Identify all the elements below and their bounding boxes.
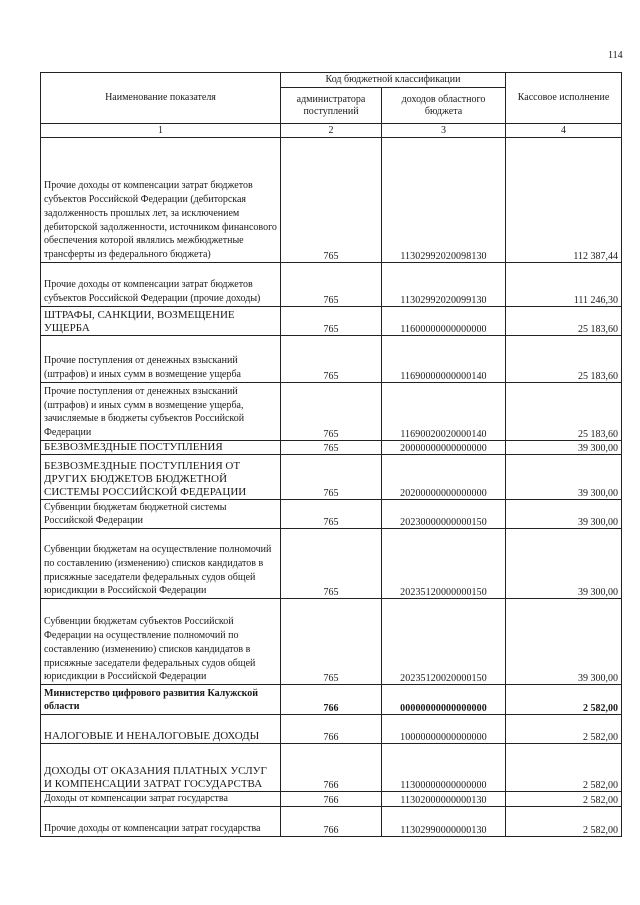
table-row bbox=[41, 599, 622, 685]
table-row-ministry bbox=[41, 685, 622, 715]
row-admin-code: 766 bbox=[281, 715, 382, 744]
row-name: Субвенции бюджетам субъектов Российской Федерации на осуществление полномочий по составлению (изменению) списков кандидатов в присяжные заседатели федеральных судов общей юрисдикции в Российской Федерации bbox=[41, 599, 281, 685]
row-name: Субвенции бюджетам на осуществление полномочий по составлению (изменению) списков кандидатов в присяжные заседатели федеральных судов общей юрисдикции в Российской Федерации bbox=[41, 529, 281, 599]
row-classification-code: 11600000000000000 bbox=[382, 307, 506, 336]
row-amount: 2 582,00 bbox=[506, 744, 622, 792]
row-classification-code: 11690000000000140 bbox=[382, 336, 506, 383]
row-admin-code: 766 bbox=[281, 806, 382, 836]
header-indicator-name: Наименование показателя bbox=[41, 73, 281, 124]
row-admin-code: 765 bbox=[281, 383, 382, 441]
row-name: ШТРАФЫ, САНКЦИИ, ВОЗМЕЩЕНИЕ УЩЕРБА bbox=[41, 307, 281, 336]
budget-revenue-table bbox=[40, 72, 622, 837]
row-name: Доходы от компенсации затрат государства bbox=[41, 792, 281, 807]
row-name: Субвенции бюджетам бюджетной системы Российской Федерации bbox=[41, 500, 281, 529]
table-row bbox=[41, 500, 622, 529]
row-amount: 25 183,60 bbox=[506, 307, 622, 336]
row-amount: 39 300,00 bbox=[506, 599, 622, 685]
row-admin-code: 766 bbox=[281, 792, 382, 807]
row-classification-code: 11302992020098130 bbox=[382, 138, 506, 263]
row-admin-code: 765 bbox=[281, 455, 382, 500]
row-admin-code: 765 bbox=[281, 599, 382, 685]
row-amount: 2 582,00 bbox=[506, 685, 622, 715]
row-classification-code: 00000000000000000 bbox=[382, 685, 506, 715]
row-amount: 39 300,00 bbox=[506, 529, 622, 599]
row-amount: 39 300,00 bbox=[506, 455, 622, 500]
header-cash-execution: Кассовое исполнение bbox=[506, 73, 622, 124]
header-col-number: 4 bbox=[506, 124, 622, 138]
row-admin-code: 765 bbox=[281, 529, 382, 599]
header-col-number: 2 bbox=[281, 124, 382, 138]
table-row bbox=[41, 806, 622, 836]
table-row bbox=[41, 307, 622, 336]
row-admin-code: 765 bbox=[281, 307, 382, 336]
row-admin-code: 765 bbox=[281, 138, 382, 263]
row-name: БЕЗВОЗМЕЗДНЫЕ ПОСТУПЛЕНИЯ ОТ ДРУГИХ БЮДЖЕТОВ БЮДЖЕТНОЙ СИСТЕМЫ РОССИЙСКОЙ ФЕДЕРАЦИИ bbox=[41, 455, 281, 500]
row-classification-code: 20235120020000150 bbox=[382, 599, 506, 685]
row-amount: 2 582,00 bbox=[506, 806, 622, 836]
table-row bbox=[41, 263, 622, 307]
table-row bbox=[41, 336, 622, 383]
table-row bbox=[41, 529, 622, 599]
row-name: БЕЗВОЗМЕЗДНЫЕ ПОСТУПЛЕНИЯ bbox=[41, 441, 281, 455]
row-classification-code: 11302992020099130 bbox=[382, 263, 506, 307]
table-row bbox=[41, 715, 622, 744]
row-admin-code: 765 bbox=[281, 441, 382, 455]
row-classification-code: 10000000000000000 bbox=[382, 715, 506, 744]
table-row bbox=[41, 744, 622, 792]
row-admin-code: 766 bbox=[281, 685, 382, 715]
header-regional-budget-revenue: доходов областного бюджета bbox=[382, 88, 506, 124]
header-col-number: 3 bbox=[382, 124, 506, 138]
row-amount: 39 300,00 bbox=[506, 441, 622, 455]
row-classification-code: 20200000000000000 bbox=[382, 455, 506, 500]
row-amount: 2 582,00 bbox=[506, 715, 622, 744]
row-classification-code: 11690020020000140 bbox=[382, 383, 506, 441]
row-name: НАЛОГОВЫЕ И НЕНАЛОГОВЫЕ ДОХОДЫ bbox=[41, 715, 281, 744]
table-row bbox=[41, 383, 622, 441]
table-row bbox=[41, 441, 622, 455]
row-admin-code: 766 bbox=[281, 744, 382, 792]
row-classification-code: 20000000000000000 bbox=[382, 441, 506, 455]
row-amount: 2 582,00 bbox=[506, 792, 622, 807]
header-classification-code: Код бюджетной классификации bbox=[281, 73, 506, 88]
row-amount: 112 387,44 bbox=[506, 138, 622, 263]
row-amount: 111 246,30 bbox=[506, 263, 622, 307]
row-admin-code: 765 bbox=[281, 500, 382, 529]
page-number: 114 bbox=[608, 50, 623, 61]
row-amount: 25 183,60 bbox=[506, 336, 622, 383]
row-amount: 25 183,60 bbox=[506, 383, 622, 441]
row-classification-code: 11302000000000130 bbox=[382, 792, 506, 807]
row-name: ДОХОДЫ ОТ ОКАЗАНИЯ ПЛАТНЫХ УСЛУГ И КОМПЕНСАЦИИ ЗАТРАТ ГОСУДАРСТВА bbox=[41, 744, 281, 792]
header-col-number: 1 bbox=[41, 124, 281, 138]
row-name: Прочие поступления от денежных взысканий (штрафов) и иных сумм в возмещение ущерба bbox=[41, 336, 281, 383]
row-classification-code: 11302990000000130 bbox=[382, 806, 506, 836]
row-classification-code: 11300000000000000 bbox=[382, 744, 506, 792]
table-row bbox=[41, 138, 622, 263]
row-name: Прочие поступления от денежных взысканий (штрафов) и иных сумм в возмещение ущерба, зачисляемые в бюджеты субъектов Российской Федерации bbox=[41, 383, 281, 441]
row-admin-code: 765 bbox=[281, 263, 382, 307]
table-row bbox=[41, 455, 622, 500]
table-row bbox=[41, 792, 622, 807]
row-amount: 39 300,00 bbox=[506, 500, 622, 529]
row-name: Министерство цифрового развития Калужской области bbox=[41, 685, 281, 715]
row-name: Прочие доходы от компенсации затрат государства bbox=[41, 806, 281, 836]
row-admin-code: 765 bbox=[281, 336, 382, 383]
header-administrator: администратора поступлений bbox=[281, 88, 382, 124]
row-classification-code: 20230000000000150 bbox=[382, 500, 506, 529]
row-name: Прочие доходы от компенсации затрат бюджетов субъектов Российской Федерации (дебиторская задолженность прошлых лет, за исключением дебиторской задолженности, источником финансового обеспечения которой являлись межбюджетные трансферты из федерального бюджета) bbox=[41, 138, 281, 263]
row-classification-code: 20235120000000150 bbox=[382, 529, 506, 599]
row-name: Прочие доходы от компенсации затрат бюджетов субъектов Российской Федерации (прочие доходы) bbox=[41, 263, 281, 307]
